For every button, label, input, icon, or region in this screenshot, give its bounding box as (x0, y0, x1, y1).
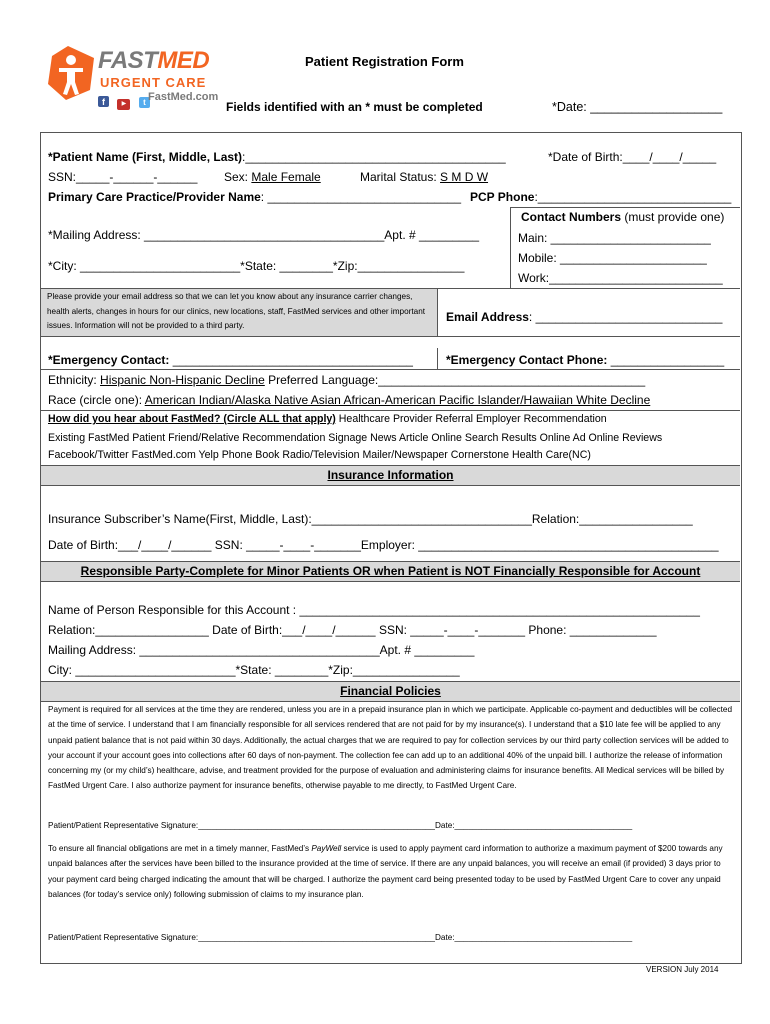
brand-tagline: URGENT CARE (100, 75, 207, 90)
pcp-label: Primary Care Practice/Provider Name (48, 190, 261, 204)
work-phone-field[interactable]: Work:__________________________ (518, 271, 723, 285)
mobile-phone-field[interactable]: Mobile: ______________________ (518, 251, 707, 265)
divider (437, 288, 438, 336)
date-field[interactable]: *Date: ___________________ (552, 100, 723, 114)
responsible-party-heading: Responsible Party-Complete for Minor Patients OR when Patient is NOT Financially Responsible for Account (41, 561, 740, 582)
responsible-name-field[interactable]: Name of Person Responsible for this Account : ____________________________________________________________ (48, 603, 700, 617)
responsible-relation-field[interactable]: Relation:_________________ Date of Birth:___/____/______ SSN: _____-____-_______ Phone: _____________ (48, 623, 657, 637)
emergency-contact-line: ____________________________________ (169, 353, 413, 367)
emergency-phone-field[interactable] (446, 353, 724, 367)
email-label: Email Address (446, 310, 529, 324)
required-note: Fields identified with an * must be completed (226, 100, 483, 114)
divider (437, 348, 438, 370)
pcp-phone-line: :_____________________________ (534, 190, 732, 204)
facebook-icon: f (98, 96, 109, 107)
email-line: : ____________________________ (528, 310, 723, 324)
email-notice: Please provide your email address so that we can let you know about any insurance carrier changes, health alerts, changes in hours for our clinics, new locations, staff, FastMed services and other important issues. Information will not be provided to a third party. (47, 292, 426, 330)
paywell-text-before: To ensure all financial obligations are met in a timely manner, FastMed’s (48, 844, 312, 853)
referral-line-2[interactable]: Existing FastMed Patient Friend/Relative Recommendation Signage News Article Online Search Results Online Ad Online Reviews (48, 432, 663, 444)
brand-name (98, 47, 209, 75)
referral-options-1[interactable]: Healthcare Provider Referral Employer Recommendation (335, 413, 607, 425)
ssn-field[interactable]: SSN:_____-______-______ (48, 170, 198, 184)
paywell-name: PayWell (311, 844, 342, 853)
brand-site: FastMed.com (148, 91, 219, 103)
emergency-phone-line: _________________ (607, 353, 725, 367)
main-phone-field[interactable]: Main: ________________________ (518, 231, 711, 245)
patient-name-label: *Patient Name (First, Middle, Last) (48, 150, 243, 164)
signature-field-1[interactable]: Patient/Patient Representative Signature:____________________________________________________Date:_______________________________________ (48, 821, 633, 830)
brand-med: MED (157, 47, 210, 74)
divider (41, 336, 740, 337)
version-label: VERSION July 2014 (646, 965, 719, 974)
patient-name-line: :_______________________________________ (242, 150, 506, 164)
financial-policy-text: Payment is required for all services at the time they are rendered, unless you are in a prepaid insurance plan in which we participate. Applicable co-payment and deductibles will be collected at the time of service. I understand that I am financially responsible for all services rendered that are not paid for by my insurance(s). I understand that a $10 late fee will be applied to any unpaid patient balance that is not paid within 30 days. Additionally, the actual charges that we are required to pay for collection services by our third party collection services will be added to your account if your account goes into collections after 60 days of non-payment. The collection fee can add up to an additional 40% of the unpaid bill. I authorize the release of information concerning my (or my child’s) healthcare, advise, and treatment provided for the purpose of evaluation and administering claims for insurance benefits. All Medical services will be billed by FastMed Urgent Care. I also authorize payment for insurance benefits, otherwise payable to me directly, to FastMed Urgent Care. (48, 705, 733, 791)
referral-line-3[interactable]: Facebook/Twitter FastMed.com Yelp Phone Book Radio/Television Mailer/Newspaper Cornerstone Health Care(NC) (48, 449, 591, 461)
sex-options[interactable]: Male Female (251, 170, 321, 184)
divider (510, 207, 740, 208)
twitter-icon: t (139, 97, 150, 108)
referral-line-1[interactable] (48, 413, 607, 425)
pcp-phone-field[interactable] (470, 190, 731, 204)
race-field[interactable] (48, 393, 650, 407)
contact-numbers-bold: Contact Numbers (521, 210, 622, 224)
insurance-subscriber-field[interactable]: Insurance Subscriber’s Name(First, Middle, Last):_________________________________Relation:_________________ (48, 512, 693, 526)
race-options[interactable]: American Indian/Alaska Native Asian African-American Pacific Islander/Hawaiian White Decline (144, 393, 651, 407)
divider (510, 207, 511, 288)
dob-field[interactable]: *Date of Birth:____/____/_____ (548, 150, 717, 164)
referral-question: How did you hear about FastMed? (Circle ALL that apply) (48, 413, 336, 425)
contact-numbers-heading (521, 210, 724, 224)
paywell-text-after: service is used to apply payment card information to authorize a maximum payment of $200 towards any unpaid balances after the services have been billed to the insurance provided at the time of service. If there are any unpaid balances, you will receive an email (if provided) 3 days prior to your payment card being charged indicating the amount that will be charged. I authorize the payment card being presented today to be used by FastMed Urgent Care to cover any unpaid balances (for today’s service only) following submission of claims to my insurance plan. (48, 844, 723, 899)
marital-field[interactable] (360, 170, 488, 184)
pcp-field[interactable] (48, 190, 461, 204)
youtube-icon: ▶ (117, 99, 130, 110)
divider (41, 369, 740, 370)
fastmed-emblem-icon (46, 44, 96, 102)
fastmed-logo (46, 44, 226, 110)
mailing-address-field[interactable]: *Mailing Address: ____________________________________Apt. # _________ (48, 228, 480, 242)
brand-fast: FAST (98, 47, 158, 74)
emergency-phone-label: *Emergency Contact Phone: (446, 353, 608, 367)
divider (41, 410, 740, 411)
ethnicity-options[interactable]: Hispanic Non-Hispanic Decline (100, 373, 265, 387)
patient-name-field[interactable] (48, 150, 506, 164)
page-title: Patient Registration Form (305, 54, 464, 69)
responsible-mailing-field[interactable]: Mailing Address: ____________________________________Apt. # _________ (48, 643, 475, 657)
ethnicity-field[interactable] (48, 373, 645, 387)
pcp-phone-label: PCP Phone (470, 190, 535, 204)
emergency-contact-field[interactable] (48, 353, 413, 367)
ethnicity-label: Ethnicity: (48, 373, 101, 387)
sex-label: Sex: (224, 170, 252, 184)
emergency-contact-label: *Emergency Contact: (48, 353, 170, 367)
marital-label: Marital Status: (360, 170, 441, 184)
contact-numbers-note: (must provide one) (621, 210, 725, 224)
pcp-line: : _____________________________ (260, 190, 462, 204)
signature-field-2[interactable]: Patient/Patient Representative Signature:____________________________________________________Date:_______________________________________ (48, 933, 633, 942)
sex-field[interactable] (224, 170, 321, 184)
insurance-dob-field[interactable]: Date of Birth:___/____/______ SSN: _____-____-_______Employer: _____________________________________________ (48, 538, 719, 552)
email-field[interactable] (446, 310, 722, 324)
financial-policies-heading: Financial Policies (41, 681, 740, 702)
insurance-heading: Insurance Information (41, 465, 740, 486)
paywell-text (48, 841, 734, 902)
social-row (98, 92, 150, 110)
city-state-zip-field[interactable]: *City: ________________________*State: ________*Zip:________________ (48, 259, 465, 273)
responsible-city-field[interactable]: City: ________________________*State: ________*Zip:________________ (48, 663, 460, 677)
marital-options[interactable]: S M D W (440, 170, 489, 184)
race-label: Race (circle one): (48, 393, 145, 407)
language-field[interactable]: Preferred Language:________________________________________ (264, 373, 646, 387)
